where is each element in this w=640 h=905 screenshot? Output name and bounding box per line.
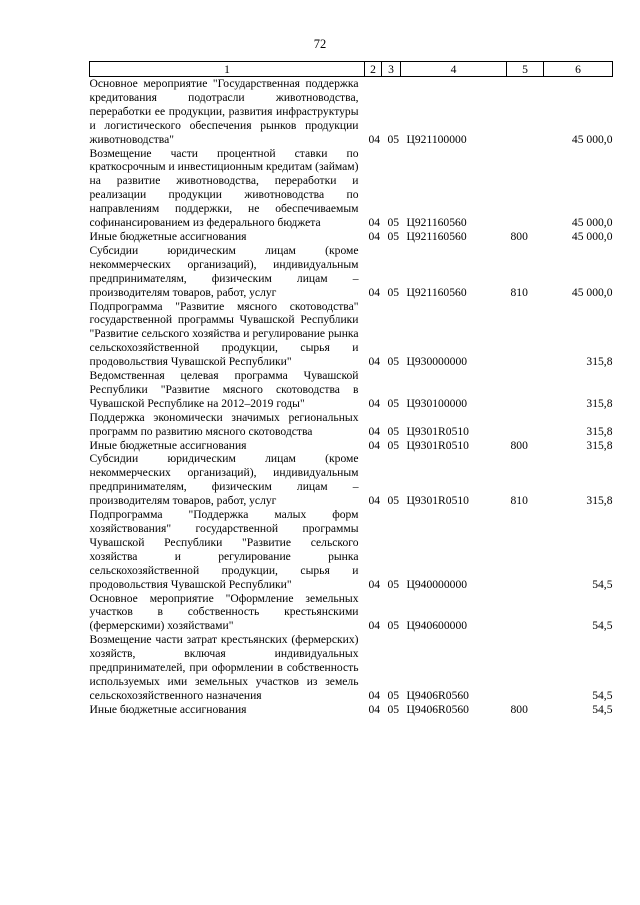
row-description: Основное мероприятие "Государственная поддержка кредитования подотрасли животноводства, переработки ее продукции, развития инфраструктуры и логистического обеспечения рынков продукции животноводства" bbox=[89, 77, 359, 146]
table-row bbox=[90, 411, 613, 439]
header-row bbox=[90, 62, 613, 77]
table-row bbox=[90, 244, 613, 300]
row-description: Подпрограмма "Поддержка малых форм хозяйствования" государственной программы Чувашской Республики "Развитие сельского хозяйства и регулирование рынка сельскохозяйственной продукции, сырья и продовольствия Чувашской Республики" bbox=[89, 508, 359, 591]
row-cell-c5: 800 bbox=[510, 702, 528, 716]
row-cell-c4: Ц940600000 bbox=[406, 619, 468, 633]
table-row bbox=[90, 703, 613, 717]
row-cell-c3: 05 bbox=[387, 396, 400, 410]
row-description: Основное мероприятие "Оформление земельных участков в собственность крестьянскими (фермерскими) хозяйствами" bbox=[89, 591, 359, 633]
row-description: Возмещение части затрат крестьянских (фермерских) хозяйств, включая индивидуальных предпринимателей, при оформлении в собственность используемых ими земельных участков из земель сельскохозяйственного назначения bbox=[89, 633, 359, 702]
budget-table bbox=[89, 61, 613, 717]
row-cell-c5 bbox=[507, 508, 544, 591]
row-cell-c5: 810 bbox=[510, 494, 528, 508]
row-cell-c6: 54,5 bbox=[592, 688, 613, 702]
row-cell-c3: 05 bbox=[387, 285, 400, 299]
row-cell-c6: 45 000,0 bbox=[571, 229, 613, 243]
row-cell-c2: 04 bbox=[368, 688, 381, 702]
row-cell-c6: 315,8 bbox=[586, 494, 613, 508]
table-row bbox=[90, 230, 613, 244]
row-cell-c3: 05 bbox=[387, 216, 400, 230]
row-cell-c5 bbox=[507, 147, 544, 230]
row-cell-c2: 04 bbox=[368, 577, 381, 591]
row-description: Возмещение части процентной ставки по краткосрочным и инвестиционным кредитам (займам) на развитие животноводства, переработки и реализации продукции животноводства по направлениям поддержки, не обеспечиваемым софинансированием из федерального бюджета bbox=[89, 146, 359, 230]
table-row bbox=[90, 452, 613, 508]
row-cell-c3: 05 bbox=[387, 355, 400, 369]
row-cell-c2: 04 bbox=[368, 619, 381, 633]
row-cell-c3: 05 bbox=[387, 438, 400, 452]
row-cell-c4: Ц921160560 bbox=[406, 216, 467, 230]
row-cell-c2: 04 bbox=[368, 438, 381, 452]
row-cell-c2: 04 bbox=[368, 229, 381, 243]
row-cell-c2: 04 bbox=[368, 132, 381, 146]
row-cell-c5 bbox=[507, 77, 544, 147]
row-cell-c2: 04 bbox=[368, 424, 381, 438]
row-cell-c6: 315,8 bbox=[586, 396, 613, 410]
header-col-5: 5 bbox=[507, 62, 544, 77]
header-col-1: 1 bbox=[90, 62, 365, 77]
table-header bbox=[90, 62, 613, 77]
row-cell-c5: 800 bbox=[510, 438, 528, 452]
row-cell-c4: Ц9301R0510 bbox=[406, 494, 469, 508]
row-cell-c4: Ц9301R0510 bbox=[406, 438, 469, 452]
row-cell-c6: 54,5 bbox=[592, 619, 613, 633]
page-number: 72 bbox=[313, 37, 327, 51]
header-col-2: 2 bbox=[365, 62, 382, 77]
row-description: Иные бюджетные ассигнования bbox=[89, 438, 247, 452]
row-cell-c5 bbox=[507, 411, 544, 439]
table-row bbox=[90, 508, 613, 591]
row-cell-c6: 315,8 bbox=[586, 424, 613, 438]
row-cell-c2: 04 bbox=[368, 702, 381, 716]
row-cell-c2: 04 bbox=[368, 396, 381, 410]
row-cell-c4: Ц9406R0560 bbox=[406, 688, 469, 702]
row-description: Субсидии юридическим лицам (кроме некоммерческих организаций), индивидуальным предпринимателям, физическим лицам – производителям товаров, работ, услуг bbox=[89, 452, 359, 508]
row-cell-c4: Ц9406R0560 bbox=[406, 702, 469, 716]
row-cell-c6: 54,5 bbox=[592, 702, 613, 716]
row-description: Ведомственная целевая программа Чувашской Республики "Развитие мясного скотоводства в Чувашской Республике на 2012–2019 годы" bbox=[89, 369, 359, 410]
row-cell-c6: 45 000,0 bbox=[571, 132, 613, 146]
row-cell-c6: 45 000,0 bbox=[571, 285, 613, 299]
row-cell-c4: Ц9301R0510 bbox=[406, 424, 469, 438]
row-cell-c6: 54,5 bbox=[592, 577, 613, 591]
row-cell-c6: 315,8 bbox=[586, 355, 613, 369]
table-row bbox=[90, 147, 613, 230]
header-col-6: 6 bbox=[544, 62, 613, 77]
row-cell-c2: 04 bbox=[368, 355, 381, 369]
row-description: Субсидии юридическим лицам (кроме некоммерческих организаций), индивидуальным предпринимателям, физическим лицам – производителям товаров, работ, услуг bbox=[89, 243, 359, 299]
row-cell-c5 bbox=[507, 369, 544, 411]
table-row bbox=[90, 592, 613, 634]
table-row bbox=[90, 369, 613, 411]
row-description: Иные бюджетные ассигнования bbox=[89, 702, 247, 716]
row-cell-c4: Ц921160560 bbox=[406, 285, 467, 299]
row-cell-c2: 04 bbox=[368, 494, 381, 508]
row-cell-c3: 05 bbox=[387, 702, 400, 716]
row-description: Подпрограмма "Развитие мясного скотоводства" государственной программы Чувашской Республики "Развитие сельского хозяйства и регулирование рынка сельскохозяйственной продукции, сырья и продовольствия Чувашской Республики" bbox=[89, 299, 359, 369]
row-cell-c5: 810 bbox=[510, 285, 528, 299]
row-cell-c4: Ц921160560 bbox=[406, 229, 467, 243]
table-row bbox=[90, 77, 613, 147]
row-cell-c5 bbox=[507, 633, 544, 703]
row-description: Иные бюджетные ассигнования bbox=[89, 229, 247, 243]
row-cell-c3: 05 bbox=[387, 424, 400, 438]
row-cell-c4: Ц940000000 bbox=[406, 577, 468, 591]
row-cell-c3: 05 bbox=[387, 494, 400, 508]
row-cell-c6: 45 000,0 bbox=[571, 216, 613, 230]
row-cell-c3: 05 bbox=[387, 688, 400, 702]
row-cell-c4: Ц921100000 bbox=[406, 132, 467, 146]
header-col-3: 3 bbox=[382, 62, 401, 77]
row-description: Поддержка экономически значимых региональных программ по развитию мясного скотоводства bbox=[89, 410, 359, 438]
table-row bbox=[90, 633, 613, 703]
row-cell-c4: Ц930000000 bbox=[406, 355, 468, 369]
row-cell-c3: 05 bbox=[387, 577, 400, 591]
row-cell-c3: 05 bbox=[387, 229, 400, 243]
row-cell-c4: Ц930100000 bbox=[406, 396, 468, 410]
header-col-4: 4 bbox=[401, 62, 507, 77]
row-cell-c2: 04 bbox=[368, 216, 381, 230]
row-cell-c2: 04 bbox=[368, 285, 381, 299]
row-cell-c6: 315,8 bbox=[586, 438, 613, 452]
row-cell-c3: 05 bbox=[387, 619, 400, 633]
row-cell-c5 bbox=[507, 592, 544, 634]
table-row bbox=[90, 300, 613, 370]
row-cell-c3: 05 bbox=[387, 132, 400, 146]
row-cell-c5: 800 bbox=[510, 229, 528, 243]
row-cell-c5 bbox=[507, 300, 544, 370]
table-row bbox=[90, 439, 613, 453]
table-body bbox=[90, 77, 613, 717]
